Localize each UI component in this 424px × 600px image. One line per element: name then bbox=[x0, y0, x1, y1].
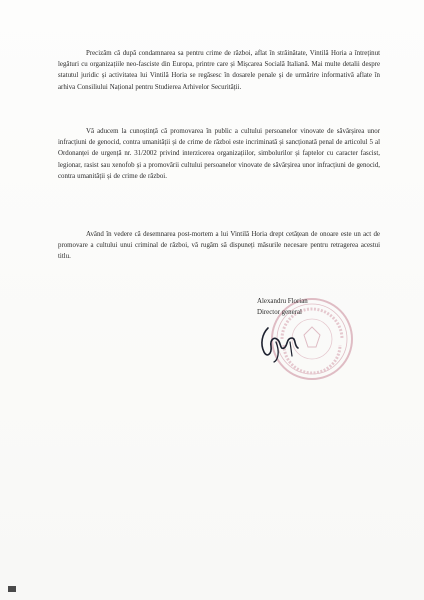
signature-block bbox=[257, 297, 377, 318]
paragraph-2-text: Vă aducem la cunoștință că promovarea în public a cultului persoanelor vinovate de săvârșirea unor infracțiuni de genocid, contra umanității și de crime de război este incriminată și sancționată penal de articolul 5 al Ordonanței de urgență nr. 31/2002 privind interzicerea organizațiilor, simbolurilor și faptelor cu caracter fascist, legionar, rasist sau xenofob și a promovării cultului persoanelor vinovate de săvârșirea unor infracțiuni de genocid, contra umanității și de crime de război. bbox=[58, 128, 380, 180]
scan-mark-icon bbox=[8, 586, 16, 592]
paragraph-1-text: Precizăm că după condamnarea sa pentru crime de război, aflat în străinătate, Vintilă Horia a întreținut legături cu organizațiile neo-fasciste din Europa, printre care și Mișcarea Socială Italiană. Mai multe detalii despre statutul juridic și activitatea lui Vintilă Horia se regăsesc în dosarele penale și de urmărire informativă aflate în arhiva Consiliului Național pentru Studierea Arhivelor Securității. bbox=[58, 50, 380, 91]
paragraph-3 bbox=[58, 229, 380, 263]
paragraph-1 bbox=[58, 48, 380, 93]
signatory-title: Director general bbox=[257, 308, 302, 316]
signatory-name: Alexandru Florian bbox=[257, 298, 308, 305]
paragraph-2 bbox=[58, 126, 380, 182]
handwritten-signature-icon bbox=[250, 318, 320, 368]
paragraph-3-text: Având în vedere că desemnarea post-mortem a lui Vintilă Horia drept cetățean de onoare este un act de promovare a cultului unui criminal de război, vă rugăm să dispuneți măsurile necesare pentru retragerea acestui titlu. bbox=[58, 231, 380, 261]
